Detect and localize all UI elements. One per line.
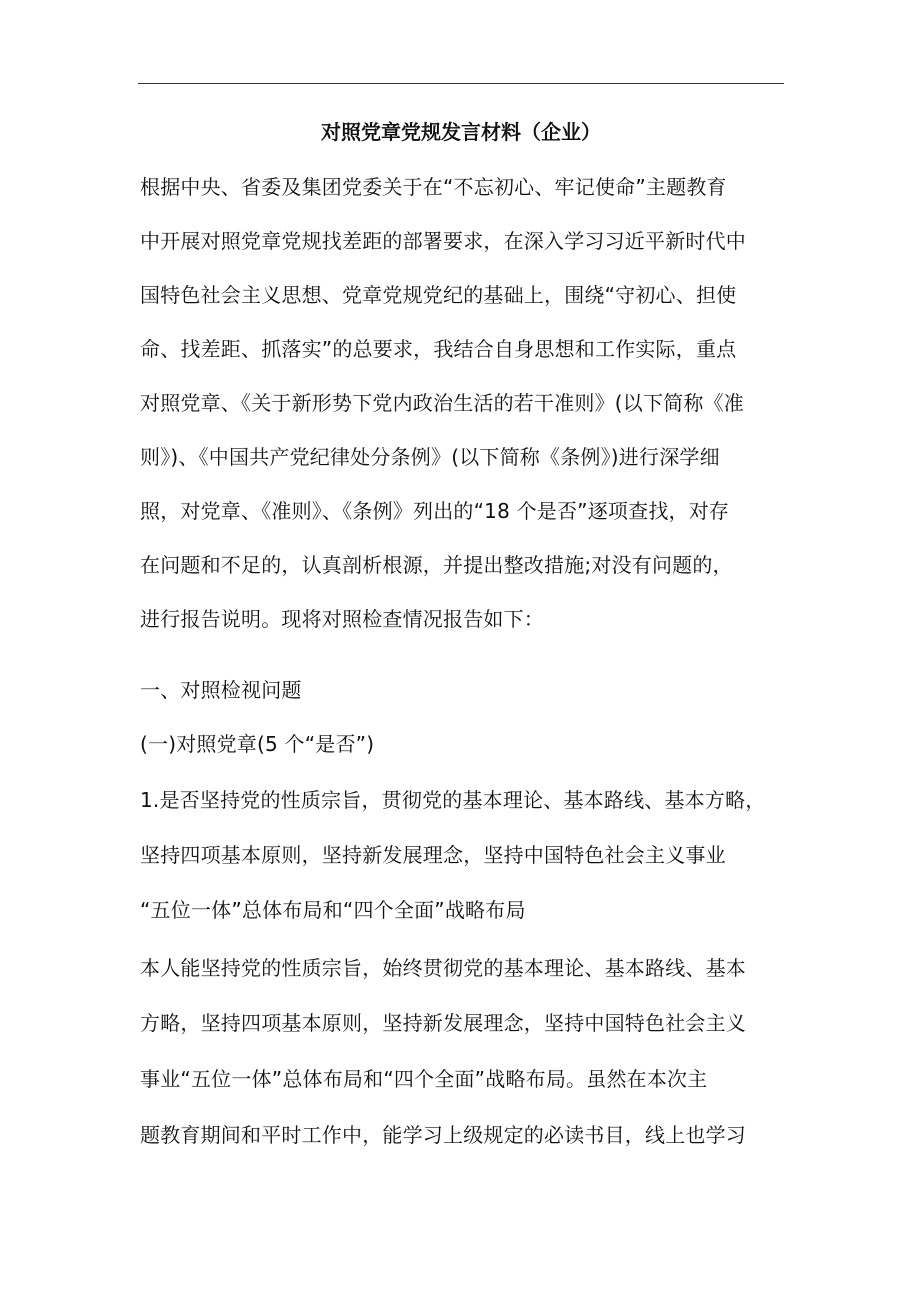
item-heading-line: 坚持四项基本原则，坚持新发展理念，坚持中国特色社会主义事业	[140, 843, 726, 867]
document-title: 对照党章党规发言材料（企业）	[321, 120, 601, 144]
body-line: 方略，坚持四项基本原则，坚持新发展理念，坚持中国特色社会主义	[140, 1011, 746, 1035]
item-heading-line: “五位一体”总体布局和“四个全面”战略布局	[140, 898, 526, 922]
body-line: 则》)、《中国共产党纪律处分条例》(以下简称《条例》)进行深学细	[140, 445, 720, 469]
body-line: 照，对党章、《准则》、《条例》列出的“18 个是否”逐项查找，对存	[140, 499, 730, 523]
item-heading-line: 1.是否坚持党的性质宗旨，贯彻党的基本理论、基本路线、基本方略，	[140, 788, 766, 812]
body-line: 国特色社会主义思想、党章党规党纪的基础上，围绕“守初心、担使	[140, 283, 737, 307]
body-line: 本人能坚持党的性质宗旨，始终贯彻党的基本理论、基本路线、基本	[140, 956, 746, 980]
body-line: 命、找差距、抓落实”的总要求，我结合自身思想和工作实际，重点	[140, 337, 737, 361]
header-rule	[138, 83, 784, 84]
subsection-heading: (一)对照党章(5 个“是否”)	[140, 732, 375, 756]
body-line: 进行报告说明。现将对照检查情况报告如下：	[140, 607, 544, 631]
body-line: 题教育期间和平时工作中，能学习上级规定的必读书目，线上也学习	[140, 1123, 746, 1147]
body-line: 对照党章、《关于新形势下党内政治生活的若干准则》(以下简称《准	[140, 391, 745, 415]
body-line: 事业“五位一体”总体布局和“四个全面”战略布局。虽然在本次主	[140, 1067, 708, 1091]
section-heading: 一、对照检视问题	[140, 678, 302, 702]
body-line: 中开展对照党章党规找差距的部署要求，在深入学习习近平新时代中	[140, 229, 746, 253]
body-line: 根据中央、省委及集团党委关于在“不忘初心、牢记使命”主题教育	[140, 175, 727, 199]
body-line: 在问题和不足的，认真剖析根源，并提出整改措施;对没有问题的，	[140, 553, 733, 577]
